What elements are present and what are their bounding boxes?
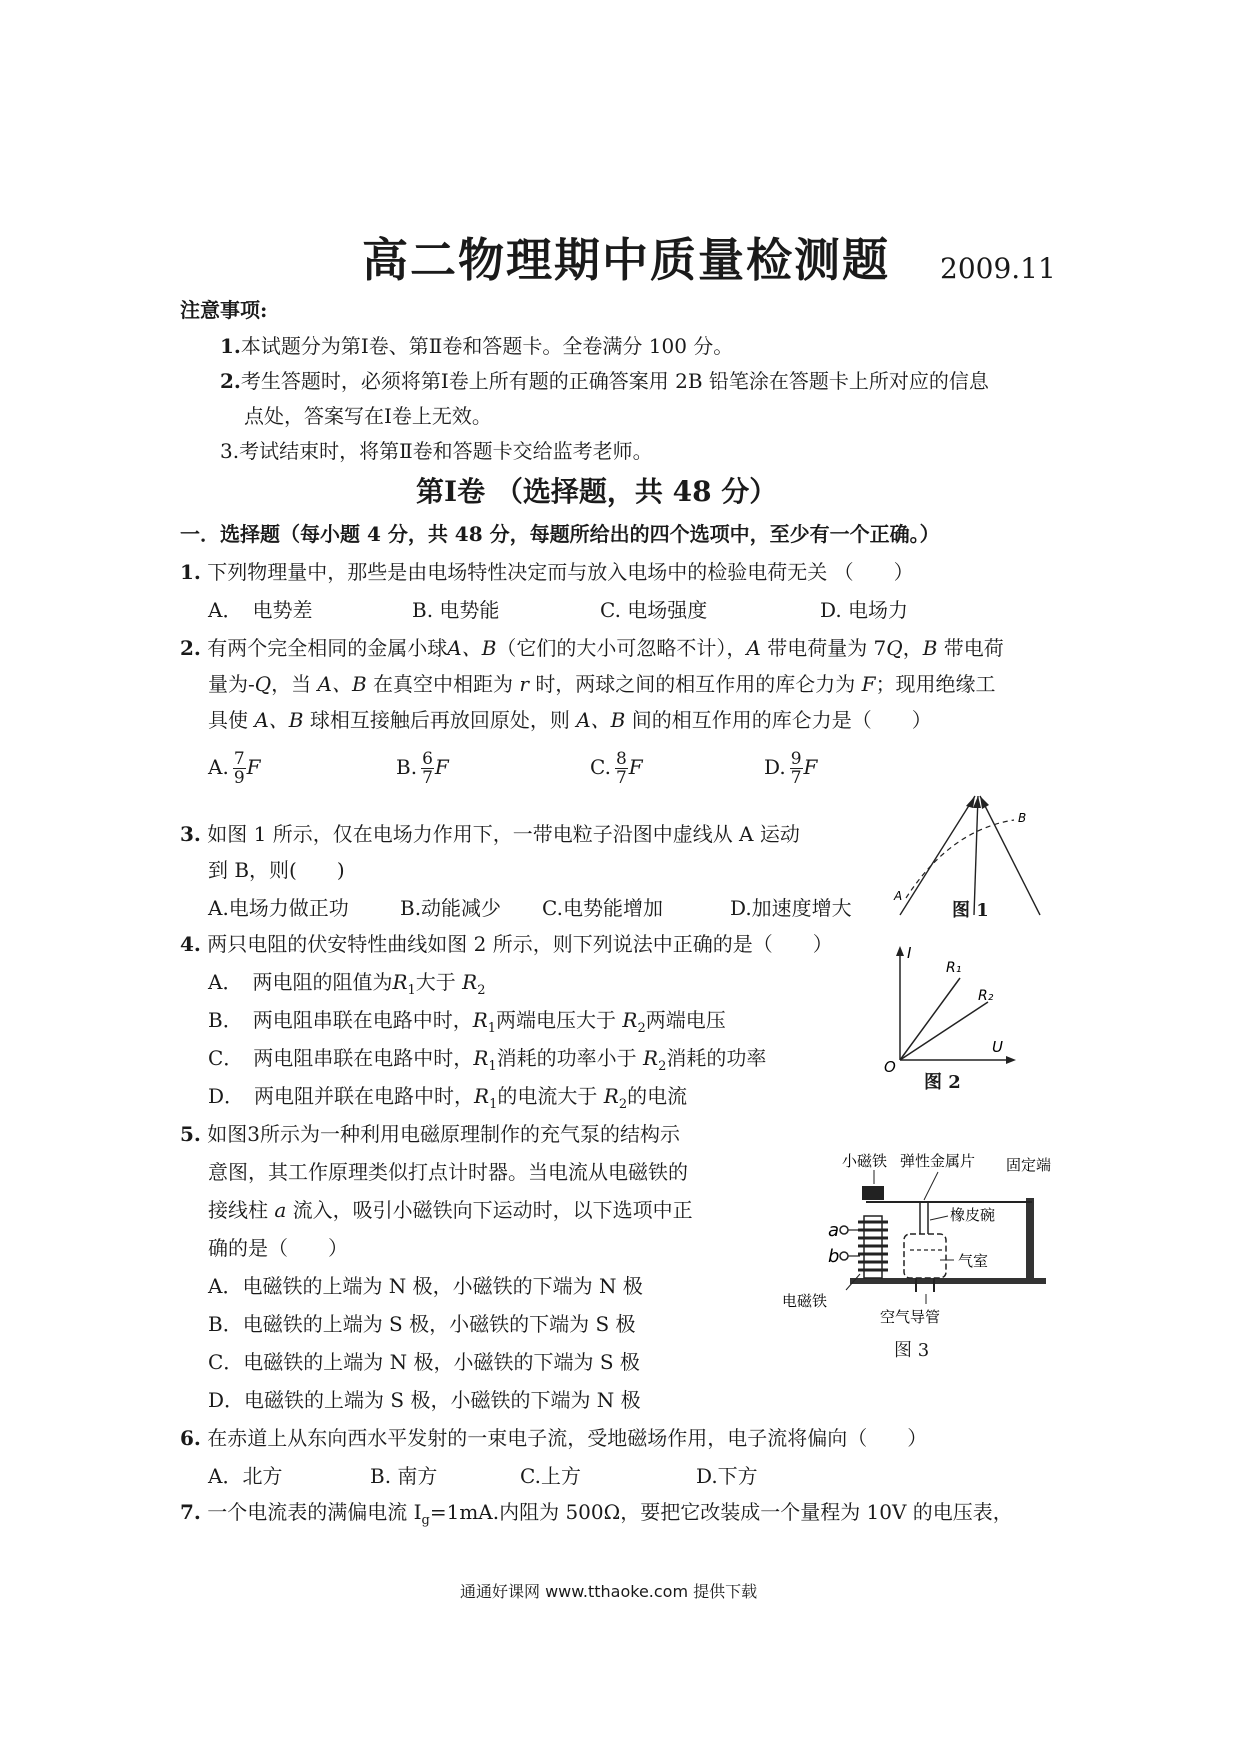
question-1-option-d: D. 电场力 <box>820 598 909 622</box>
question-6-stem: 6. 在赤道上从东向西水平发射的一束电子流，受地磁场作用，电子流将偏向（ ） <box>180 1426 928 1450</box>
terminal-b <box>840 1252 848 1260</box>
r1-line <box>900 978 960 1060</box>
question-2-option-a: A. $\frac{7}{9}$ F <box>208 749 261 788</box>
question-3-option-b: B.动能减少 <box>400 896 502 920</box>
arrowhead-icon <box>966 796 975 808</box>
electromagnet-coil <box>858 1222 888 1270</box>
question-3-option-c: C.电势能增加 <box>542 896 663 920</box>
question-6-option-d: D.下方 <box>696 1464 758 1488</box>
question-6-option-a: A．北方 <box>208 1464 283 1488</box>
question-5-line-3: 接线柱 a 流入，吸引小磁铁向下运动时，以下选项中正 <box>208 1198 693 1222</box>
i-axis-label: I <box>907 944 912 962</box>
question-3-option-a: A.电场力做正功 <box>208 896 349 920</box>
figure-3 <box>770 1150 1070 1350</box>
notes-heading: 注意事项: <box>180 298 268 322</box>
figure-3-caption: 图 3 <box>894 1340 930 1361</box>
question-1-option-a: A． 电势差 <box>208 598 313 622</box>
section-title: 第Ⅰ卷 （选择题，共 48 分） <box>416 475 778 508</box>
axis-arrow-icon <box>896 946 904 956</box>
question-5-option-a: A．电磁铁的上端为 N 极，小磁铁的下端为 N 极 <box>208 1274 643 1298</box>
question-4-option-c: C． 两电阻串联在电路中时，$R_1$消耗的功率小于 $R_2$消耗的功率 <box>208 1046 767 1074</box>
label-electromagnet: 电磁铁 <box>782 1292 828 1310</box>
page-title: 高二物理期中质量检测题 <box>362 233 890 287</box>
label-spring-strip: 弹性金属片 <box>900 1152 976 1170</box>
axis-arrow-icon <box>1006 1056 1016 1064</box>
exam-date: 2009.11 <box>940 252 1056 285</box>
field-line-middle <box>974 796 978 915</box>
question-5-line-4: 确的是（ ） <box>208 1236 348 1260</box>
terminal-a <box>840 1226 848 1234</box>
section-instruction: 一．选择题（每小题 4 分，共 48 分，每题所给出的四个选项中，至少有一个正确。） <box>180 522 940 546</box>
r2-label: R₂ <box>978 988 994 1004</box>
fixed-end-post <box>1026 1198 1034 1282</box>
question-2-option-d: D. $\frac{9}{7}$ F <box>764 749 818 788</box>
r1-label: R₁ <box>946 960 962 976</box>
terminal-a-label: a <box>828 1220 840 1241</box>
air-chamber <box>904 1234 946 1278</box>
label-rubber-cup: 橡皮碗 <box>950 1206 996 1224</box>
question-7-line-1: 7. 一个电流表的满偏电流 $I_g=1mA$.内阻为 500Ω，要把它改装成一个量程为 10V 的电压表， <box>180 1500 1013 1528</box>
question-5-line-1: 5. 如图3所示为一种利用电磁原理制作的充气泵的结构示 <box>180 1122 680 1146</box>
point-a-label: A <box>894 889 903 903</box>
question-2-option-c: C. $\frac{8}{7}$ F <box>590 749 643 788</box>
question-5-option-b: B．电磁铁的上端为 S 极，小磁铁的下端为 S 极 <box>208 1312 636 1336</box>
r2-line <box>900 1002 988 1060</box>
question-3-line-1: 3. 如图 1 所示，仅在电场力作用下，一带电粒子沿图中虚线从 A 运动 <box>180 822 800 846</box>
question-2-option-b: B. $\frac{6}{7}$ F <box>396 749 449 788</box>
question-2-line-3: 具使 A、B 球相互接触后再放回原处，则 A、B 间的相互作用的库仑力是（ ） <box>208 708 932 732</box>
question-4-option-a: A． 两电阻的阻值为$R_1$大于 $R_2$ <box>208 970 486 998</box>
note-3: 3.考试结束时，将第Ⅱ卷和答题卡交给监考老师。 <box>220 439 653 463</box>
origin-label: O <box>884 1058 896 1074</box>
question-5-option-c: C．电磁铁的上端为 N 极，小磁铁的下端为 S 极 <box>208 1350 640 1374</box>
question-1-stem: 1. 下列物理量中，那些是由电场特性决定而与放入电场中的检验电荷无关 （ ） <box>180 560 914 584</box>
label-fixed-end: 固定端 <box>1006 1156 1052 1174</box>
base-plate <box>850 1278 1046 1284</box>
question-3-option-d: D.加速度增大 <box>730 896 852 920</box>
question-5-line-2: 意图，其工作原理类似打点计时器。当电流从电磁铁的 <box>208 1160 688 1184</box>
terminal-b-label: b <box>828 1246 840 1267</box>
page-footer: 通通好课网 www.tthaoke.com 提供下载 <box>460 1582 758 1601</box>
figure-2-caption: 图 2 <box>924 1072 961 1093</box>
small-magnet <box>862 1186 884 1200</box>
question-6-option-c: C.上方 <box>520 1464 581 1488</box>
field-line-right <box>980 796 1040 915</box>
note-2: 2.考生答题时，必须将第Ⅰ卷上所有题的正确答案用 2B 铅笔涂在答题卡上所对应的信息 <box>220 369 989 393</box>
figure-2 <box>880 944 1020 1074</box>
label-air-chamber: 气室 <box>958 1252 989 1270</box>
question-1-option-c: C. 电场强度 <box>600 598 708 622</box>
question-4-option-b: B． 两电阻串联在电路中时，$R_1$两端电压大于 $R_2$两端电压 <box>208 1008 726 1036</box>
question-1-option-b: B. 电势能 <box>412 598 500 622</box>
question-2-line-2: 量为-Q，当 A、B 在真空中相距为 r 时，两球之间的相互作用的库仑力为 F；现用绝缘工 <box>208 672 996 696</box>
question-4-option-d: D． 两电阻并联在电路中时，$R_1$的电流大于 $R_2$的电流 <box>208 1084 688 1112</box>
point-b-label: B <box>1018 811 1027 825</box>
figure-1-caption: 图 1 <box>952 900 989 921</box>
label-air-tube: 空气导管 <box>880 1308 941 1326</box>
note-2-continued: 点处，答案写在Ⅰ卷上无效。 <box>244 404 492 428</box>
label-small-magnet: 小磁铁 <box>842 1152 888 1170</box>
question-5-option-d: D．电磁铁的上端为 S 极，小磁铁的下端为 N 极 <box>208 1388 641 1412</box>
field-line-left <box>900 796 975 915</box>
question-6-option-b: B. 南方 <box>370 1464 438 1488</box>
note-1: 1.本试题分为第Ⅰ卷、第Ⅱ卷和答题卡。全卷满分 100 分。 <box>220 334 734 358</box>
question-2-line-1: 2. 有两个完全相同的金属小球A、B（它们的大小可忽略不计），A 带电荷量为 7Q，B 带电荷 <box>180 636 1004 660</box>
arrowhead-icon <box>980 796 989 809</box>
u-axis-label: U <box>992 1038 1003 1056</box>
question-4-stem: 4. 两只电阻的伏安特性曲线如图 2 所示，则下列说法中正确的是（ ） <box>180 932 833 956</box>
question-3-line-2: 到 B，则( ) <box>208 858 345 882</box>
